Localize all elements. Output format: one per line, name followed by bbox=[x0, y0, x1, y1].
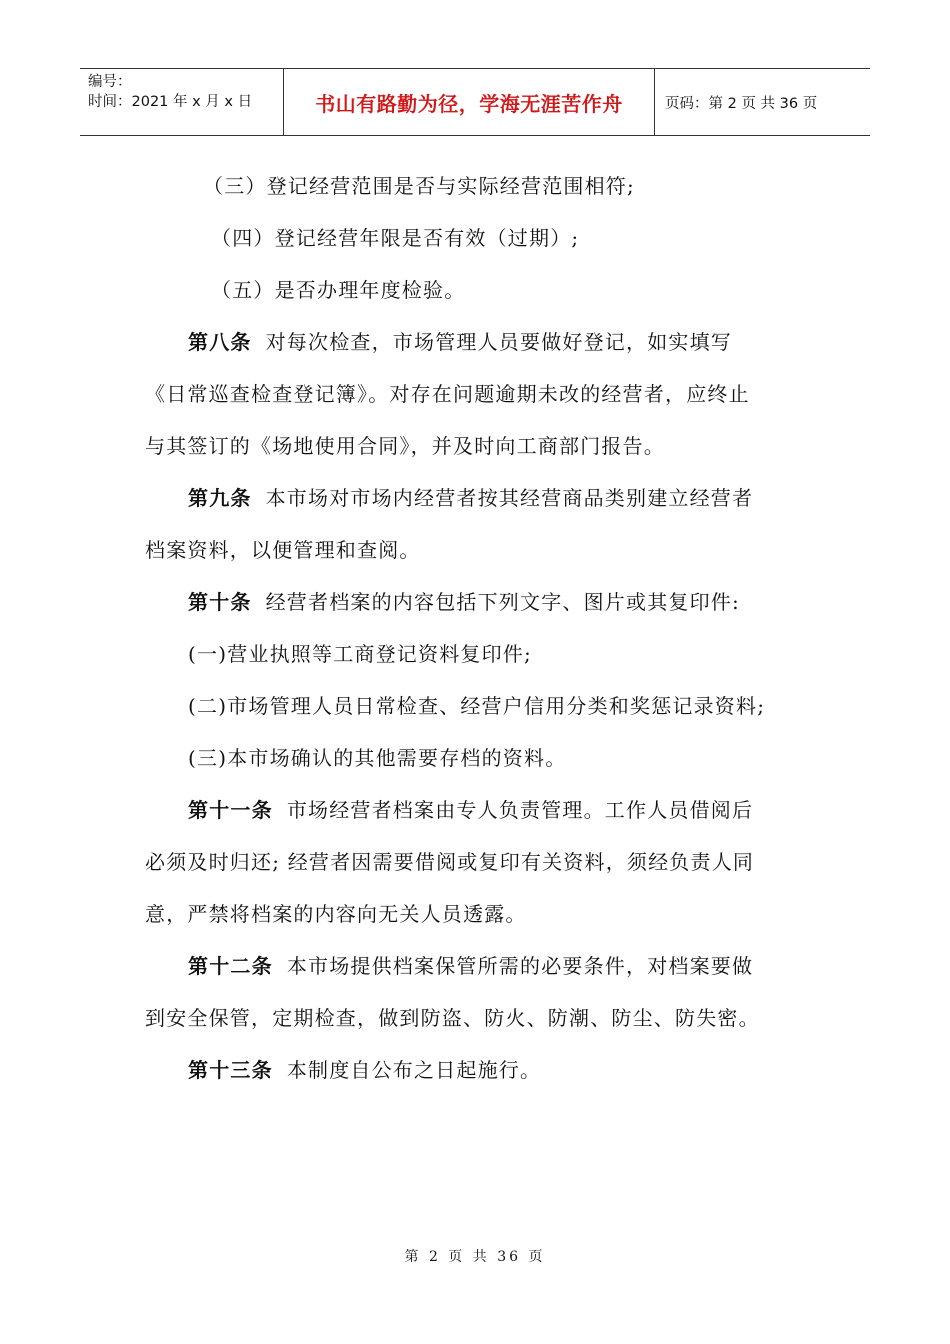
article-11-line-1 bbox=[145, 784, 805, 836]
article-9-title: 第九条 bbox=[188, 486, 252, 510]
article-9-line-2: 档案资料，以便管理和查阅。 bbox=[145, 538, 421, 562]
article-12-line-1 bbox=[145, 940, 805, 992]
article-10-item-3: (三)本市场确认的其他需要存档的资料。 bbox=[188, 746, 567, 770]
clause-item-3: （三）登记经营范围是否与实际经营范围相符; bbox=[203, 174, 635, 198]
article-8-line-2: 《日常巡查检查登记簿》。对存在问题逾期未改的经营者，应终止 bbox=[145, 382, 750, 406]
article-11-text-1: 市场经营者档案由专人负责管理。工作人员借阅后 bbox=[286, 798, 754, 822]
article-9-line-1 bbox=[145, 472, 805, 524]
header-meta bbox=[80, 69, 283, 135]
article-8-title: 第八条 bbox=[188, 330, 252, 354]
header-motto: 书山有路勤为径，学海无涯苦作舟 bbox=[283, 69, 655, 135]
article-10-item-1: (一)营业执照等工商登记资料复印件; bbox=[188, 642, 532, 666]
header-page-info: 页码：第 2 页 共 36 页 bbox=[665, 95, 818, 112]
article-13-line-1 bbox=[145, 1044, 805, 1096]
article-11-line-2: 必须及时归还; 经营者因需要借阅或复印有关资料，须经负责人同 bbox=[145, 850, 755, 874]
document-date: 时间：2021 年 x 月 x 日 bbox=[88, 94, 253, 110]
clause-item-5: （五）是否办理年度检验。 bbox=[211, 278, 466, 302]
article-10-item-2: (二)市场管理人员日常检查、经营户信用分类和奖惩记录资料; bbox=[188, 694, 766, 718]
article-11-line-3: 意，严禁将档案的内容向无关人员透露。 bbox=[145, 902, 527, 926]
article-12-line-2: 到安全保管，定期检查，做到防盗、防火、防潮、防尘、防失密。 bbox=[145, 1006, 760, 1030]
page-footer: 第 2 页 共 36 页 bbox=[404, 1249, 546, 1265]
document-number-label: 编号： bbox=[88, 74, 132, 90]
article-8-line-3: 与其签订的《场地使用合同》，并及时向工商部门报告。 bbox=[145, 434, 665, 458]
article-10-text-1: 经营者档案的内容包括下列文字、图片或其复印件: bbox=[265, 590, 740, 614]
article-12-text-1: 本市场提供档案保管所需的必要条件，对档案要做 bbox=[286, 954, 754, 978]
article-8-line-1 bbox=[145, 316, 805, 368]
article-13-title: 第十三条 bbox=[188, 1058, 273, 1082]
article-10-line-1 bbox=[145, 576, 805, 628]
clause-item-4: （四）登记经营年限是否有效（过期）; bbox=[211, 226, 580, 250]
document-body bbox=[145, 160, 805, 1096]
article-10-title: 第十条 bbox=[188, 590, 252, 614]
article-12-title: 第十二条 bbox=[188, 954, 273, 978]
article-11-title: 第十一条 bbox=[188, 798, 273, 822]
article-8-text-1: 对每次检查，市场管理人员要做好登记，如实填写 bbox=[265, 330, 733, 354]
article-13-text-1: 本制度自公布之日起施行。 bbox=[286, 1058, 542, 1082]
article-9-text-1: 本市场对市场内经营者按其经营商品类别建立经营者 bbox=[265, 486, 754, 510]
document-header bbox=[80, 68, 870, 136]
